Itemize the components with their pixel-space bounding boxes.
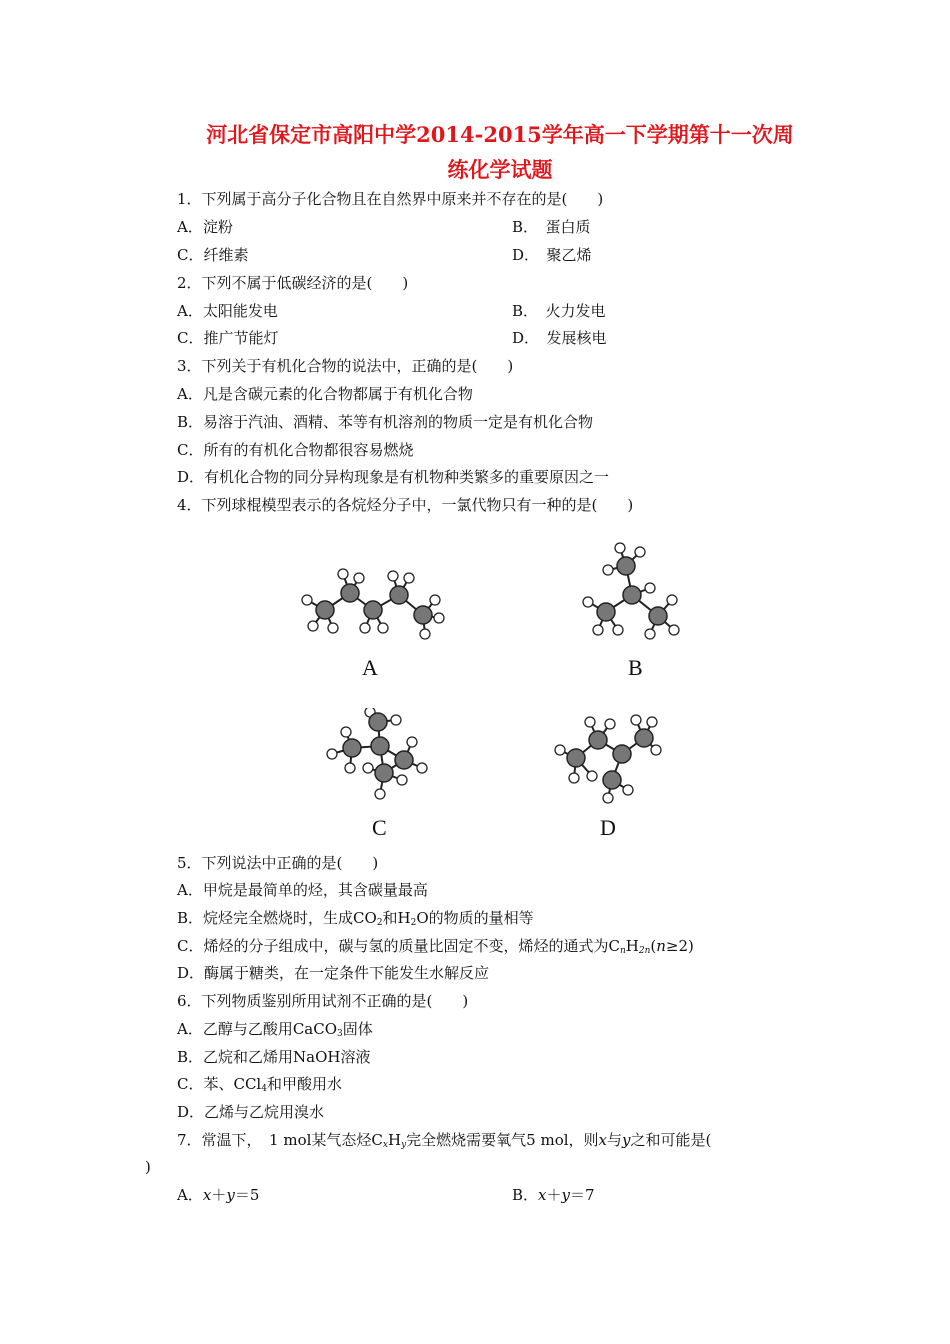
question-6-option-c: C．苯、CCl$_4$和甲酸用水 bbox=[177, 1075, 342, 1094]
question-1-option-c: C．纤维素 bbox=[177, 246, 249, 264]
figure-label-d: D bbox=[600, 815, 616, 840]
question-7-option-b: B．x＋y＝7 bbox=[512, 1186, 595, 1204]
question-7-stem: 7．常温下， 1 mol某气态烃$C_xH_y$完全燃烧需要氧气5 mol，则x与y之和可能是( bbox=[177, 1131, 712, 1150]
question-1-option-d: D． 聚乙烯 bbox=[512, 246, 592, 264]
question-5-option-c: C．烯烃的分子组成中，碳与氢的质量比固定不变，烯烃的通式为$C_nH_{2n}(n\ge 2)$ bbox=[177, 937, 694, 956]
question-6-option-a: A．乙醇与乙酸用CaCO$_3$固体 bbox=[177, 1020, 373, 1039]
question-6-option-d: D．乙烯与乙烷用溴水 bbox=[177, 1103, 325, 1121]
figure-label-b: B bbox=[628, 655, 643, 680]
question-3-option-a: A．凡是含碳元素的化合物都属于有机化合物 bbox=[177, 385, 473, 403]
question-1-option-a: A．淀粉 bbox=[177, 218, 233, 236]
question-2-option-d: D． 发展核电 bbox=[512, 329, 607, 347]
exam-title-line-1: 河北省保定市高阳中学2014-2015学年高一下学期第十一次周 bbox=[206, 122, 794, 147]
question-4-stem: 4．下列球棍模型表示的各烷烃分子中，一氯代物只有一种的是( ) bbox=[177, 496, 634, 514]
question-3-option-c: C．所有的有机化合物都很容易燃烧 bbox=[177, 441, 414, 459]
question-1-option-b: B． 蛋白质 bbox=[512, 218, 591, 236]
ball-stick-model-a bbox=[295, 560, 455, 650]
question-7-option-a: A．x＋y＝5 bbox=[177, 1186, 260, 1204]
question-5-option-b: B．烷烃完全燃烧时，生成$CO_2$和$H_2O$的物质的量相等 bbox=[177, 909, 534, 928]
question-3-option-d: D．有机化合物的同分异构现象是有机物种类繁多的重要原因之一 bbox=[177, 468, 610, 486]
figure-label-c: C bbox=[372, 815, 387, 840]
question-5-option-d: D．酶属于糖类，在一定条件下能发生水解反应 bbox=[177, 964, 490, 982]
question-3-option-b: B．易溶于汽油、酒精、苯等有机溶剂的物质一定是有机化合物 bbox=[177, 413, 594, 431]
question-1-stem: 1．下列属于高分子化合物且在自然界中原来并不存在的是( ) bbox=[177, 190, 604, 208]
question-7-stem-close: ) bbox=[145, 1158, 151, 1176]
question-2-option-b: B． 火力发电 bbox=[512, 302, 606, 320]
ball-stick-model-c bbox=[322, 708, 432, 808]
question-2-stem: 2．下列不属于低碳经济的是( ) bbox=[177, 274, 409, 292]
question-5-stem: 5．下列说法中正确的是( ) bbox=[177, 854, 379, 872]
question-2-option-c: C．推广节能灯 bbox=[177, 329, 279, 347]
question-6-option-b: B．乙烷和乙烯用NaOH溶液 bbox=[177, 1048, 371, 1066]
ball-stick-model-d bbox=[552, 710, 667, 805]
exam-title-line-2: 练化学试题 bbox=[447, 157, 553, 182]
ball-stick-model-b bbox=[580, 540, 690, 640]
question-5-option-a: A．甲烷是最简单的烃，其含碳量最高 bbox=[177, 881, 428, 899]
question-2-option-a: A．太阳能发电 bbox=[177, 302, 278, 320]
figure-label-a: A bbox=[362, 655, 378, 680]
question-6-stem: 6．下列物质鉴别所用试剂不正确的是( ) bbox=[177, 992, 469, 1010]
question-3-stem: 3．下列关于有机化合物的说法中，正确的是( ) bbox=[177, 357, 514, 375]
